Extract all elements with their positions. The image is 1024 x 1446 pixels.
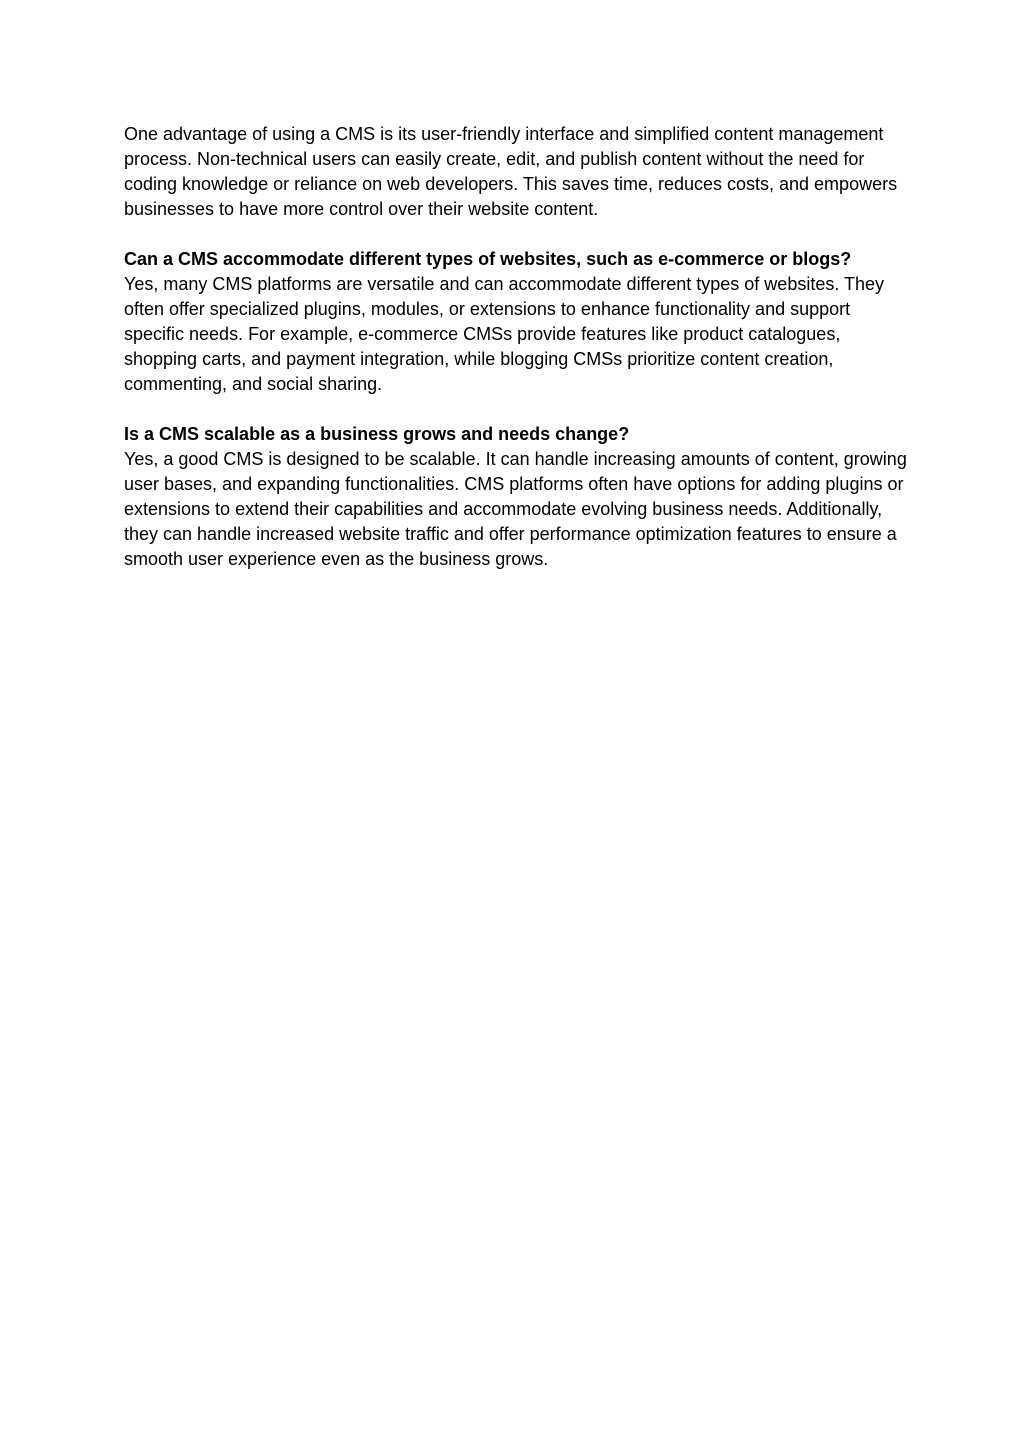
faq-answer: Yes, a good CMS is designed to be scalable. It can handle increasing amounts of content, growing user bases, and expanding functionalities. CMS platforms often have options for adding plugins or extensions to extend their capabilities and accommodate evolving business needs. Additionally, they can handle increased website traffic and offer performance optimization features to ensure a smooth user experience even as the business grows.: [124, 449, 907, 569]
faq-question: Is a CMS scalable as a business grows and needs change?: [124, 424, 630, 444]
faq-answer: Yes, many CMS platforms are versatile and can accommodate different types of websites. They often offer specialized plugins, modules, or extensions to enhance functionality and support specific needs. For example, e-commerce CMSs provide features like product catalogues, shopping carts, and payment integration, while blogging CMSs prioritize content creation, commenting, and social sharing.: [124, 274, 885, 394]
faq-item-scalability: [124, 422, 914, 572]
faq-question: Can a CMS accommodate different types of websites, such as e-commerce or blogs?: [124, 249, 852, 269]
document-page: [124, 122, 914, 597]
intro-paragraph: One advantage of using a CMS is its user-friendly interface and simplified content management process. Non-technical users can easily create, edit, and publish content without the need for coding knowledge or reliance on web developers. This saves time, reduces costs, and empowers businesses to have more control over their website content.: [124, 124, 898, 219]
faq-item-ecommerce-blogs: [124, 247, 914, 397]
